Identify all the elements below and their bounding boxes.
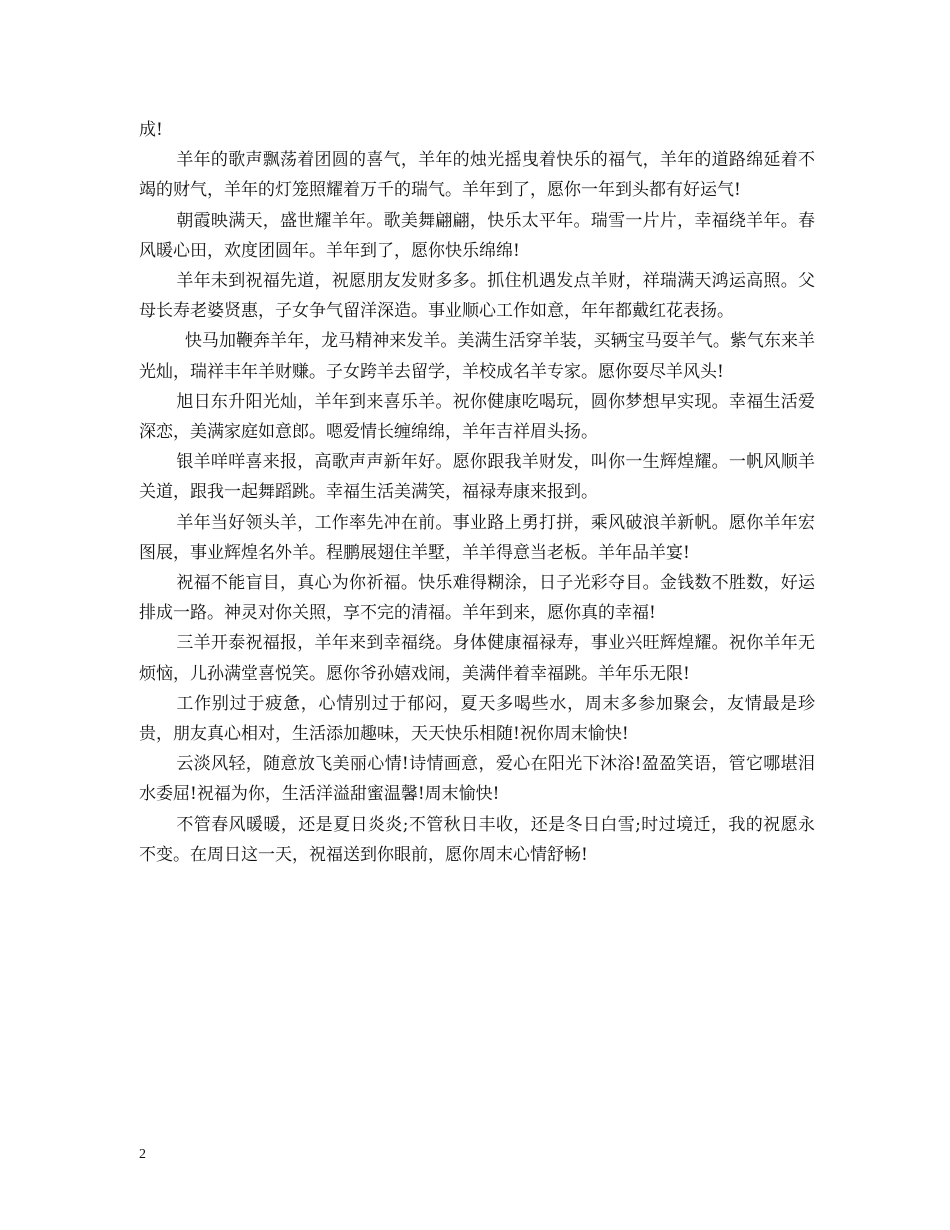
page-number: 2 — [139, 1147, 146, 1162]
paragraph: 羊年未到祝福先道，祝愿朋友发财多多。抓住机遇发点羊财，祥瑞满天鸿运高照。父母长寿老婆贤惠，子女争气留洋深造。事业顺心工作如意，年年都戴红花表扬。 — [139, 271, 815, 322]
paragraph: 三羊开泰祝福报，羊年来到幸福绕。身体健康福禄寿，事业兴旺辉煌耀。祝你羊年无烦恼，儿孙满堂喜悦笑。愿你爷孙嬉戏闹，美满伴着幸福跳。羊年乐无限! — [139, 633, 815, 684]
paragraph: 旭日东升阳光灿，羊年到来喜乐羊。祝你健康吃喝玩，圆你梦想早实现。幸福生活爱深恋，美满家庭如意郎。嗯爱情长缠绵绵，羊年吉祥眉头扬。 — [139, 391, 815, 443]
paragraph: 工作别过于疲惫，心情别过于郁闷，夏天多喝些水，周末多参加聚会，友情最是珍贵，朋友真心相对，生活添加趣味，天天快乐相随!祝你周末愉快! — [139, 693, 815, 745]
paragraph: 成! — [139, 120, 163, 140]
paragraph: 羊年的歌声飘荡着团圆的喜气，羊年的烛光摇曳着快乐的福气，羊年的道路绵延着不竭的财气，羊年的灯笼照耀着万千的瑞气。羊年到了，愿你一年到头都有好运气! — [139, 150, 815, 201]
paragraph: 羊年当好领头羊，工作率先冲在前。事业路上勇打拼，乘风破浪羊新帆。愿你羊年宏图展，事业辉煌名外羊。程鹏展翅住羊墅，羊羊得意当老板。羊年品羊宴! — [139, 512, 815, 563]
paragraph: 银羊咩咩喜来报，高歌声声新年好。愿你跟我羊财发，叫你一生辉煌耀。一帆风顺羊关道，跟我一起舞蹈跳。幸福生活美满笑，福禄寿康来报到。 — [139, 452, 815, 503]
document-body — [139, 115, 815, 870]
paragraph: 祝福不能盲目，真心为你祈福。快乐难得糊涂，日子光彩夺目。金钱数不胜数，好运排成一路。神灵对你关照，享不完的清福。羊年到来，愿你真的幸福! — [139, 573, 815, 624]
paragraph: 快马加鞭奔羊年，龙马精神来发羊。美满生活穿羊装，买辆宝马耍羊气。紫气东来羊光灿，瑞祥丰年羊财赚。子女跨羊去留学，羊校成名羊专家。愿你耍尽羊风头! — [139, 331, 815, 382]
paragraph: 不管春风暖暖，还是夏日炎炎;不管秋日丰收，还是冬日白雪;时过境迁，我的祝愿永不变。在周日这一天，祝福送到你眼前，愿你周末心情舒畅! — [139, 814, 815, 865]
paragraph: 云淡风轻，随意放飞美丽心情!诗情画意，爱心在阳光下沐浴!盈盈笑语，管它哪堪泪水委屈!祝福为你，生活洋溢甜蜜温馨!周末愉快! — [139, 754, 815, 805]
paragraph: 朝霞映满天，盛世耀羊年。歌美舞翩翩，快乐太平年。瑞雪一片片，幸福绕羊年。春风暖心田，欢度团圆年。羊年到了，愿你快乐绵绵! — [139, 210, 815, 261]
